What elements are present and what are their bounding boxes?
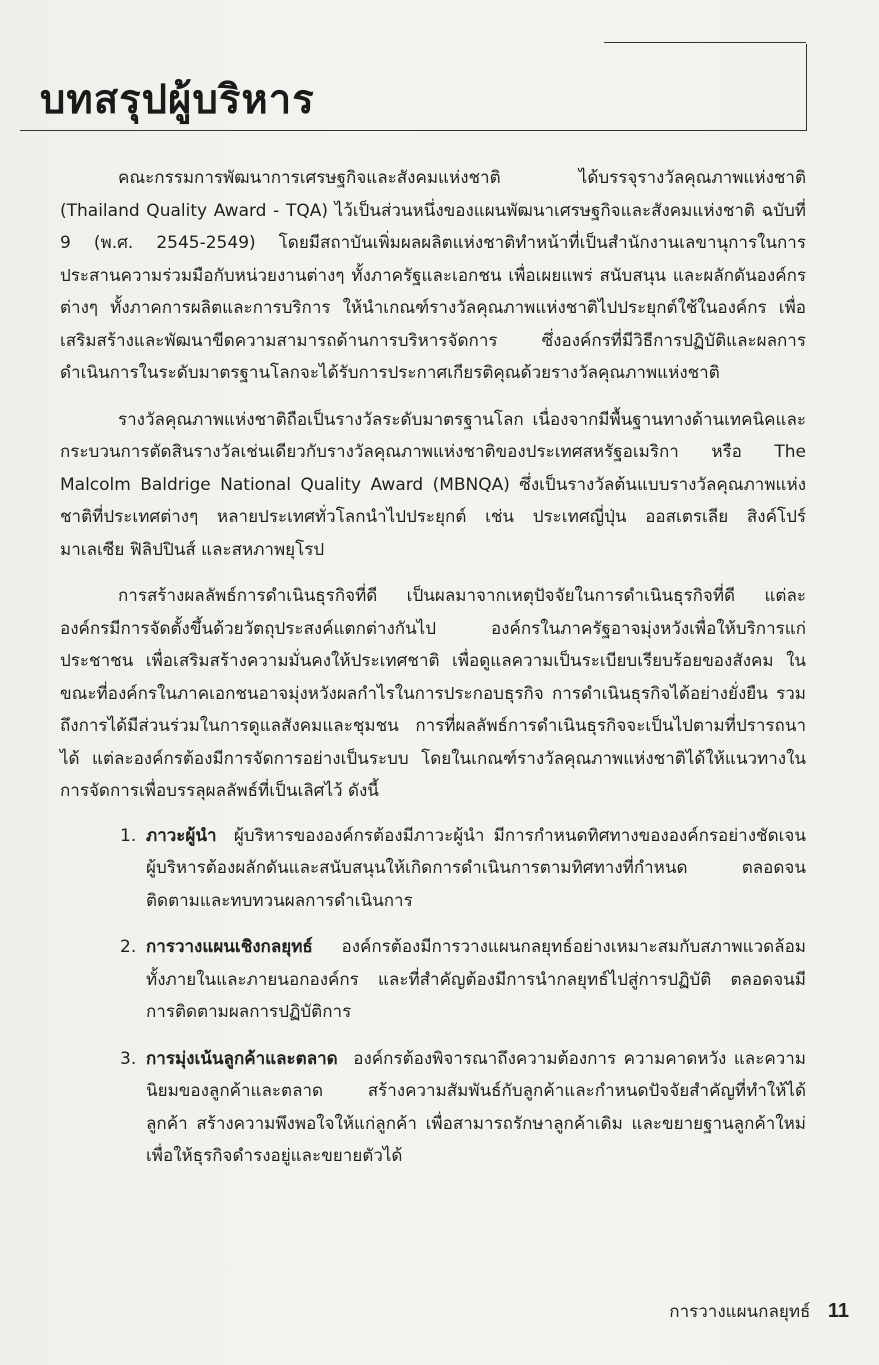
footer-chapter-label: การวางแผนกลยุทธ์ xyxy=(669,1302,811,1322)
list-item-text: องค์กรต้องมีการวางแผนกลยุทธ์อย่างเหมาะสมกับสภาพแวดล้อมทั้งภายในและภายนอกองค์กร และที่สำคัญต้องมีการนำกลยุทธ์ไปสู่การปฏิบัติ ตลอดจนมีการติดตามผลการปฏิบัติการ xyxy=(146,937,806,1022)
list-item xyxy=(60,931,806,1029)
list-item-heading: การมุ่งเน้นลูกค้าและตลาด xyxy=(146,1048,338,1069)
list-item-number: 3. xyxy=(120,1048,137,1069)
list-item-number: 2. xyxy=(120,937,137,957)
paragraph: รางวัลคุณภาพแห่งชาติถือเป็นรางวัลระดับมาตรฐานโลก เนื่องจากมีพื้นฐานทางด้านเทคนิคและกระบวนการตัดสินรางวัลเช่นเดียวกับรางวัลคุณภาพแห่งชาติของประเทศสหรัฐอเมริกา หรือ The Malcolm Baldrige National Quality Award (MBNQA) ซึ่งเป็นรางวัลต้นแบบรางวัลคุณภาพแห่งชาติที่ประเทศต่างๆ หลายประเทศทั่วโลกนำไปประยุกต์ เช่น ประเทศญี่ปุ่น ออสเตรเลีย สิงค์โปร์ มาเลเซีย ฟิลิปปินส์ และสหภาพยุโรป xyxy=(60,409,806,560)
list-item-text: ผู้บริหารขององค์กรต้องมีภาวะผู้นำ มีการกำหนดทิศทางขององค์กรอย่างชัดเจน ผู้บริหารต้องผลักดันและสนับสนุนให้เกิดการดำเนินการตามทิศทางที่กำหนด ตลอดจนติดตามและทบทวนผลการดำเนินการ xyxy=(146,825,806,911)
document-body xyxy=(60,162,806,1187)
paragraph: คณะกรรมการพัฒนาการเศรษฐกิจและสังคมแห่งชาติ ได้บรรจุรางวัลคุณภาพแห่งชาติ (Thailand Quality Award - TQA) ไว้เป็นส่วนหนึ่งของแผนพัฒนาเศรษฐกิจและสังคมแห่งชาติ ฉบับที่ 9 (พ.ศ. 2545-2549) โดยมีสถาบันเพิ่มผลผลิตแห่งชาติทำหน้าที่เป็นสำนักงานเลขานุการในการประสานความร่วมมือกับหน่วยงานต่างๆ ทั้งภาครัฐและเอกชน เพื่อเผยแพร่ สนับสนุน และผลักดันองค์กรต่างๆ ทั้งภาคการผลิตและการบริการ ให้นำเกณฑ์รางวัลคุณภาพแห่งชาติไปประยุกต์ใช้ในองค์กร เพื่อเสริมสร้างและพัฒนาขีดความสามารถด้านการบริหารจัดการ ซึ่งองค์กรที่มีวิธีการปฏิบัติและผลการดำเนินการในระดับมาตรฐานโลกจะได้รับการประกาศเกียรติคุณด้วยรางวัลคุณภาพแห่งชาติ xyxy=(60,168,806,383)
page-title: บทสรุปผู้บริหาร xyxy=(40,77,315,123)
list-item-number: 1. xyxy=(120,825,137,846)
list-item-heading: การวางแผนเชิงกลยุทธ์ xyxy=(146,937,313,957)
page-number: 11 xyxy=(827,1300,849,1322)
list-item-text: องค์กรต้องพิจารณาถึงความต้องการ ความคาดหวัง และความนิยมของลูกค้าและตลาด สร้างความสัมพันธ์กับลูกค้าและกำหนดปัจจัยสำคัญที่ทำให้ได้ลูกค้า สร้างความพึงพอใจให้แก่ลูกค้า เพื่อสามารถรักษาลูกค้าเดิม และขยายฐานลูกค้าใหม่ เพื่อให้ธุรกิจดำรงอยู่และขยายตัวได้ xyxy=(146,1048,807,1166)
page-footer xyxy=(669,1298,849,1325)
list-item xyxy=(60,820,806,918)
paragraph: การสร้างผลลัพธ์การดำเนินธุรกิจที่ดี เป็นผลมาจากเหตุปัจจัยในการดำเนินธุรกิจที่ดี แต่ละองค์กรมีการจัดตั้งขึ้นด้วยวัตถุประสงค์แตกต่างกันไป องค์กรในภาครัฐอาจมุ่งหวังเพื่อให้บริการแก่ประชาชน เพื่อเสริมสร้างความมั่นคงให้ประเทศชาติ เพื่อดูแลความเป็นระเบียบเรียบร้อยของสังคม ในขณะที่องค์กรในภาคเอกชนอาจมุ่งหวังผลกำไรในการประกอบธุรกิจ การดำเนินธุรกิจได้อย่างยั่งยืน รวมถึงการได้มีส่วนร่วมในการดูแลสังคมและชุมชน การที่ผลลัพธ์การดำเนินธุรกิจจะเป็นไปตามที่ปรารถนาได้ แต่ละองค์กรต้องมีการจัดการอย่างเป็นระบบ โดยในเกณฑ์รางวัลคุณภาพแห่งชาติได้ให้แนวทางในการจัดการเพื่อบรรลุผลลัพธ์ที่เป็นเลิศไว้ ดังนี้ xyxy=(60,586,806,801)
list-item xyxy=(60,1043,806,1173)
numbered-list xyxy=(60,820,806,1173)
list-item-heading: ภาวะผู้นำ xyxy=(146,825,217,846)
